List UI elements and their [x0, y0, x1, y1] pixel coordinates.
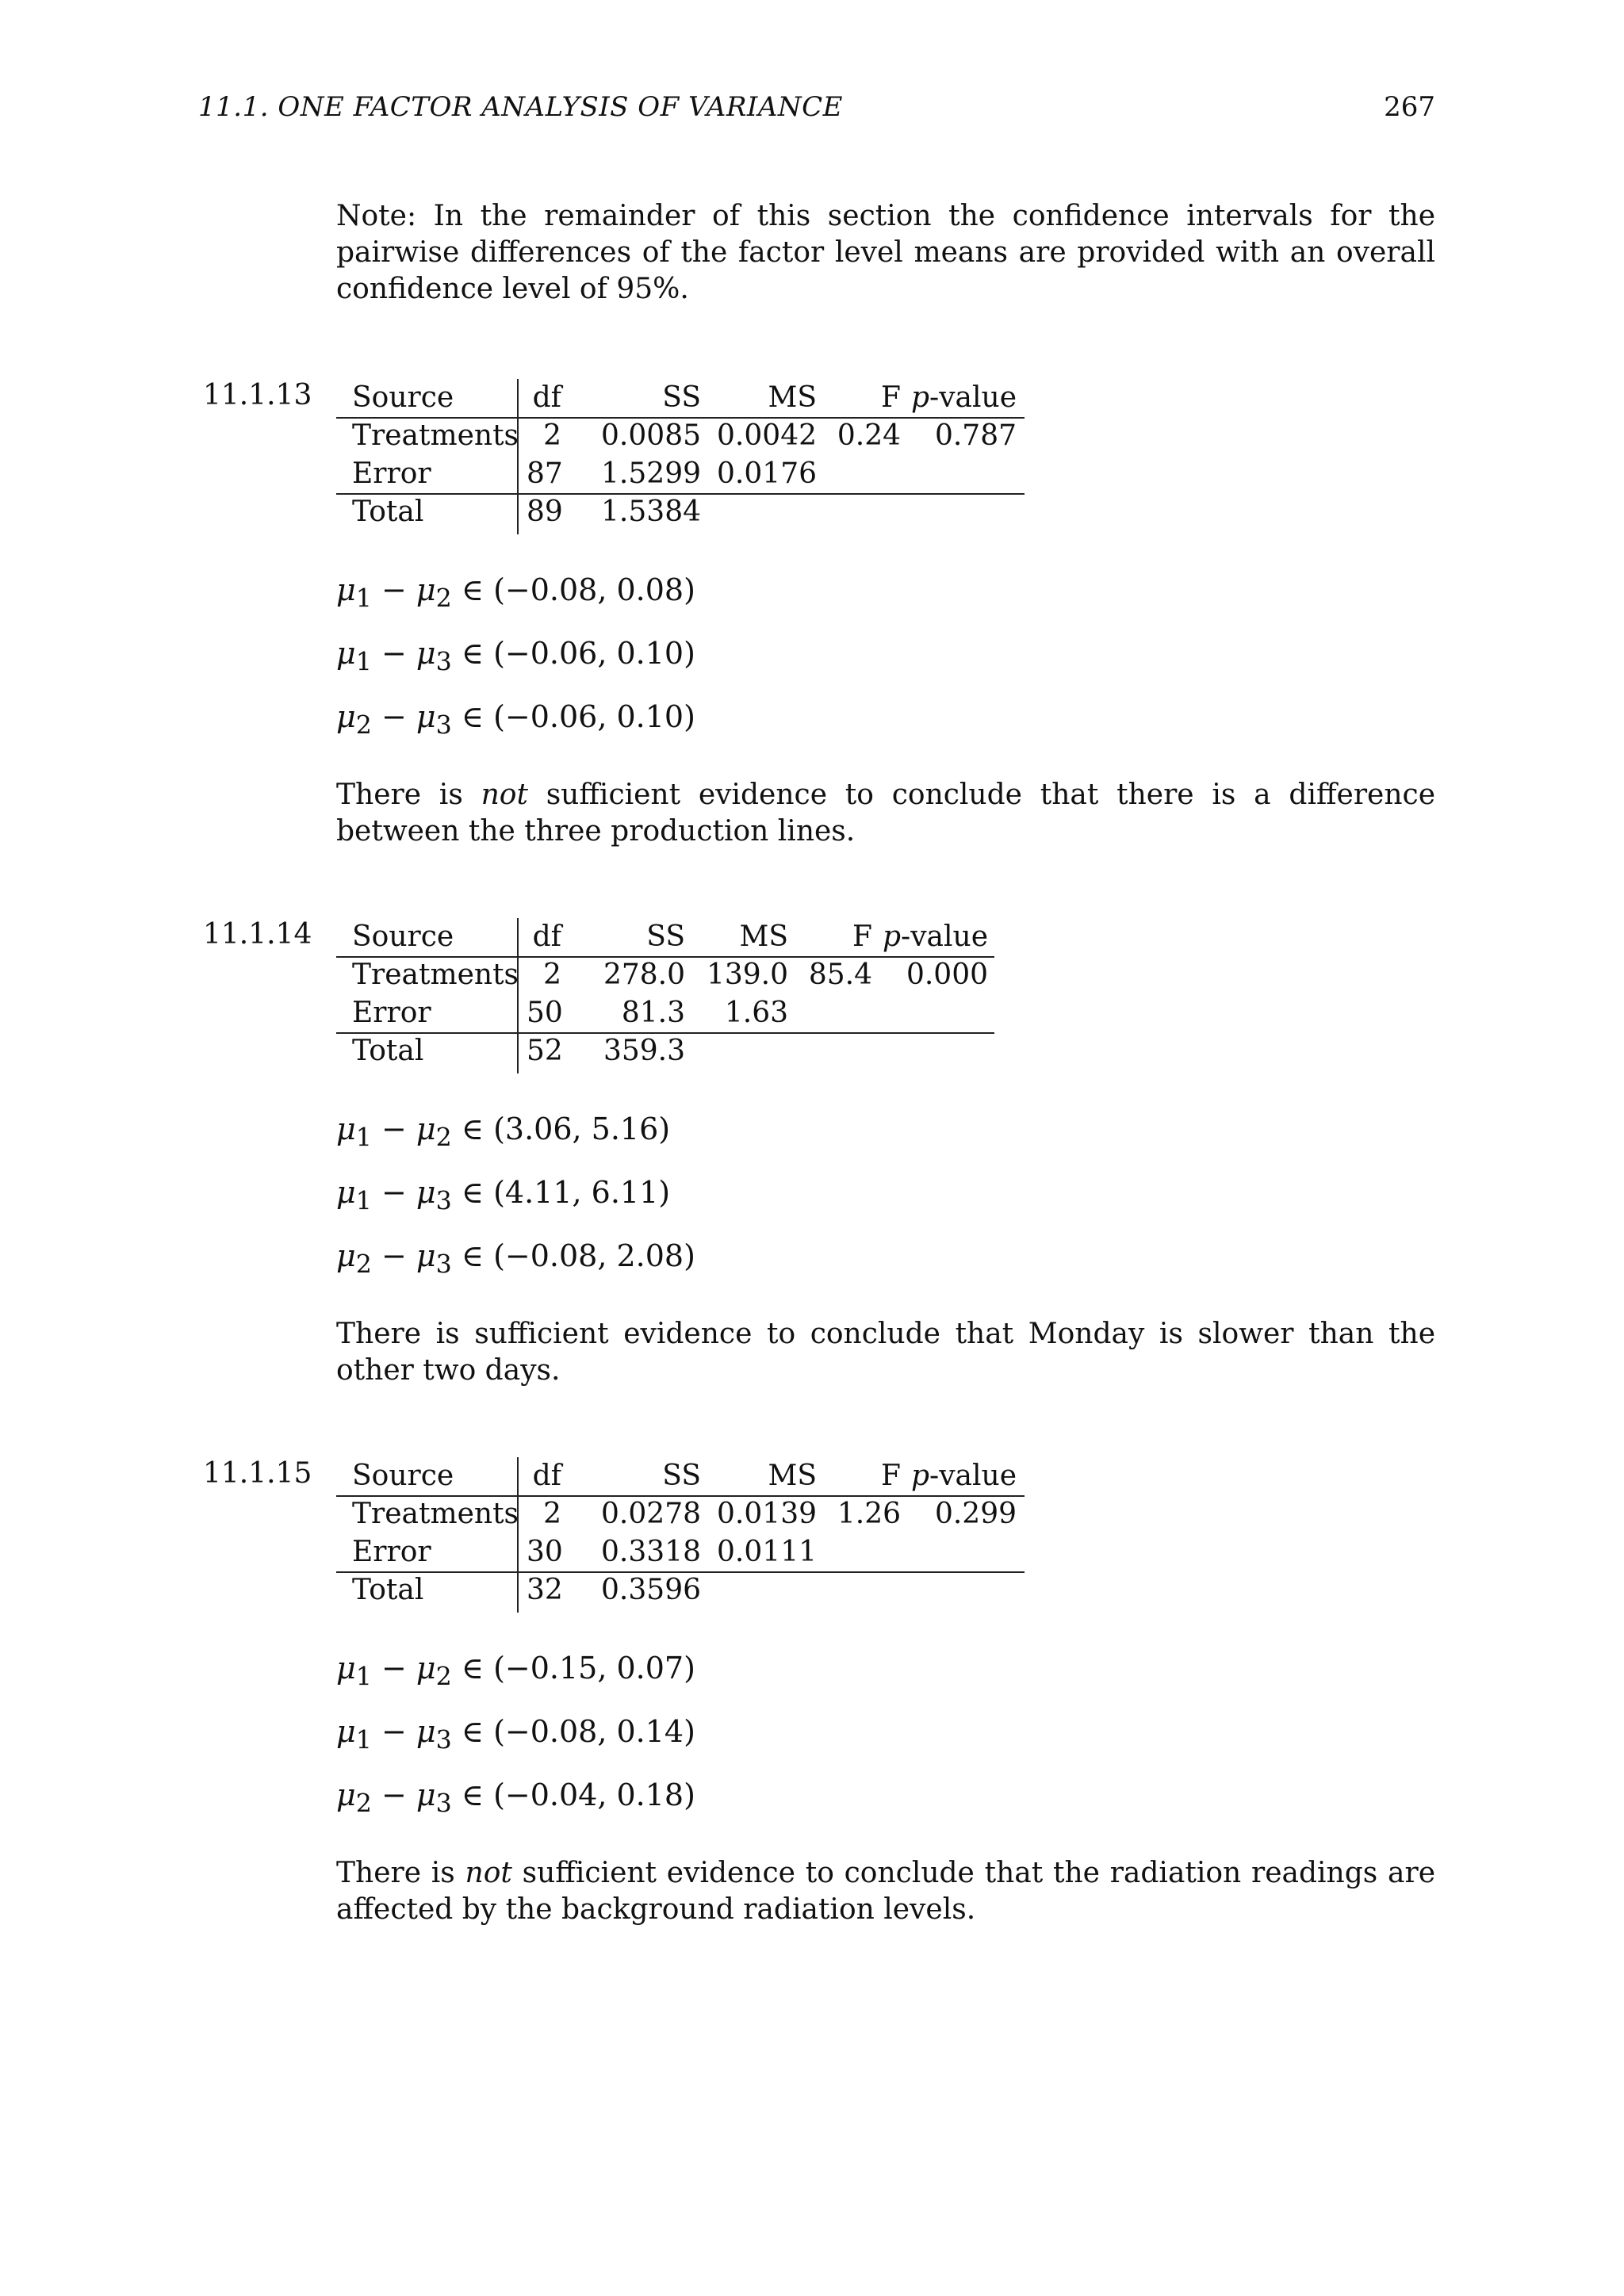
confidence-interval: $\mu_1 - \mu_3$ ∈ (−0.08, 0.14)	[336, 1714, 695, 1755]
note-paragraph: Note: In the remainder of this section the confidence intervals for the pairwise differences of the factor level means are provided with an overall confidence level of 95%.	[336, 200, 1435, 305]
table-row: Treatments 2 0.0278 0.0139 1.26 0.299	[352, 1498, 1017, 1530]
table-row: Treatments 2 278.0 139.0 85.4 0.000	[352, 959, 988, 991]
col-source: Source	[352, 381, 454, 414]
table-header-row: Source df SS MS F p-value	[352, 920, 988, 953]
confidence-interval: $\mu_1 - \mu_3$ ∈ (−0.06, 0.10)	[336, 636, 695, 677]
exercise-number: 11.1.14	[203, 918, 312, 951]
col-ss: SS	[662, 381, 701, 414]
table-row: Error 30 0.3318 0.0111	[352, 1536, 817, 1568]
table-row: Treatments 2 0.0085 0.0042 0.24 0.787	[352, 419, 1017, 452]
conclusion-paragraph: There is sufficient evidence to conclude that Monday is slower than the other two days.	[336, 1318, 1435, 1387]
section-title: 11.1. ONE FACTOR ANALYSIS OF VARIANCE	[198, 91, 844, 123]
exercise-number: 11.1.15	[203, 1457, 312, 1490]
table-header-row: Source df SS MS F p-value	[352, 1460, 1017, 1492]
table-row: Total 32 0.3596	[352, 1574, 701, 1606]
table-row: Error 87 1.5299 0.0176	[352, 457, 817, 490]
conclusion-paragraph: There is not sufficient evidence to conclude that the radiation readings are affected by the background radiation levels.	[336, 1857, 1435, 1926]
conclusion-paragraph: There is not sufficient evidence to conclude that there is a difference between the three production lines.	[336, 779, 1436, 848]
col-p-value: p-value	[910, 381, 1017, 414]
col-df: df	[532, 381, 561, 414]
table-header-row	[336, 379, 1025, 417]
confidence-interval: $\mu_1 - \mu_2$ ∈ (3.06, 5.16)	[336, 1112, 671, 1153]
table-row: Error 50 81.3 1.63	[352, 997, 788, 1029]
col-f: F	[881, 381, 901, 414]
confidence-interval: $\mu_1 - \mu_3$ ∈ (4.11, 6.11)	[336, 1175, 671, 1216]
col-ms: MS	[768, 381, 817, 414]
table-row: Total 89 1.5384	[352, 496, 701, 528]
running-header	[198, 91, 1435, 131]
confidence-interval: $\mu_1 - \mu_2$ ∈ (−0.15, 0.07)	[336, 1651, 695, 1692]
anova-table	[336, 918, 994, 1073]
anova-table	[336, 379, 1025, 534]
confidence-interval: $\mu_2 - \mu_3$ ∈ (−0.08, 2.08)	[336, 1238, 695, 1280]
confidence-interval: $\mu_2 - \mu_3$ ∈ (−0.04, 0.18)	[336, 1777, 695, 1819]
confidence-interval: $\mu_2 - \mu_3$ ∈ (−0.06, 0.10)	[336, 699, 695, 740]
page-number: 267	[1384, 91, 1435, 123]
confidence-interval: $\mu_1 - \mu_2$ ∈ (−0.08, 0.08)	[336, 572, 695, 614]
table-row: Total 52 359.3	[352, 1035, 685, 1067]
exercise-number: 11.1.13	[203, 379, 312, 411]
anova-table	[336, 1457, 1025, 1613]
